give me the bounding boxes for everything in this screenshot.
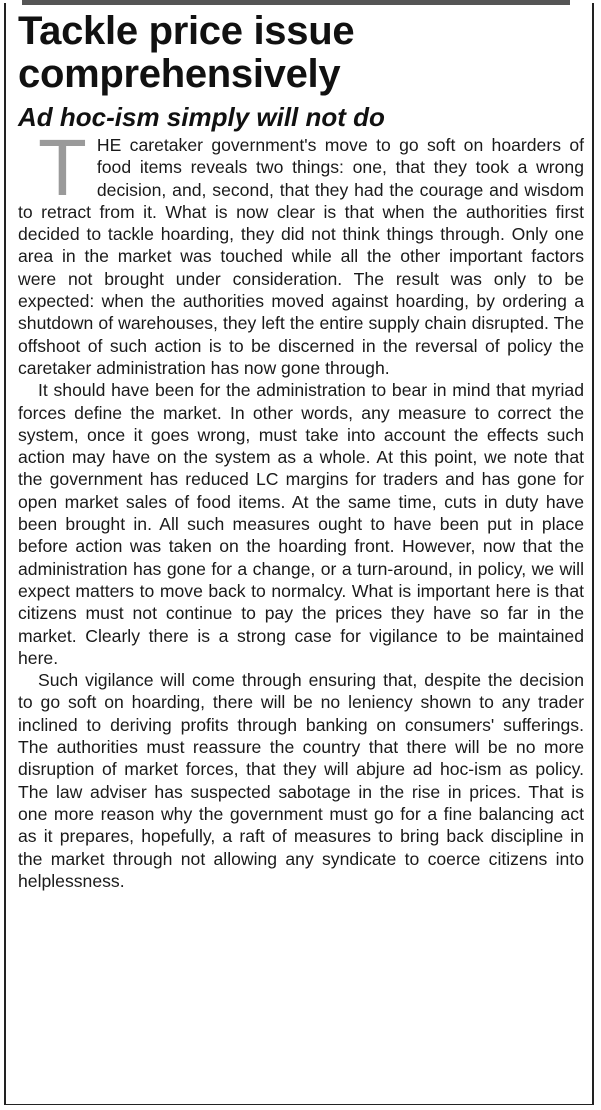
article-container xyxy=(18,10,584,892)
subheadline: Ad hoc-ism simply will not do xyxy=(18,102,385,132)
headline: Tackle price issue comprehensively xyxy=(18,9,355,96)
paragraph-3: Such vigilance will come through ensuring that, despite the decision to go soft on hoarding, there will be no leniency shown to any trader inclined to deriving profits through banking on consumers' sufferings. The authorities must reassure the country that there will be no more disruption of market forces, that they will abjure ad hoc-ism as policy. The law adviser has suspected sabotage in the rise in prices. That is one more reason why the government must go for a fine balancing act as it prepares, hopefully, a raft of measures to bring back discipline in the market through not allowing any syndicate to coerce citizens into helplessness. xyxy=(18,670,584,891)
paragraph-1-text: HE caretaker government's move to go soft on hoarders of food items reveals two things: one, that they took a wrong decision, and, second, that they had the courage and wisdom to retract from it. What is now clear is that when the authorities first decided to tackle hoarding, they did not think things through. Only one area in the market was touched while all the other important factors were not brought under consideration. The result was only to be expected: when the authorities moved against hoarding, by ordering a shutdown of warehouses, they left the entire supply chain disrupted. The offshoot of such action is to be discerned in the reversal of policy the caretaker administration has now gone through. xyxy=(18,135,584,378)
article-body xyxy=(18,123,584,892)
drop-cap: T xyxy=(38,123,87,212)
paragraph-1 xyxy=(18,123,584,379)
paragraph-2: It should have been for the administration to bear in mind that myriad forces define the market. In other words, any measure to correct the system, once it goes wrong, must take into account the effects such action may have on the system as a whole. At this point, we note that the government has reduced LC margins for traders and has gone for open market sales of food items. At the same time, cuts in duty have been brought in. All such measures ought to have been put in place before action was taken on the hoarding front. However, now that the administration has gone for a change, or a turn-around, in policy, we will expect matters to move back to normalcy. What is important here is that citizens must not continue to pay the prices they have so far in the market. Clearly there is a strong case for vigilance to be maintained here. xyxy=(18,380,584,668)
